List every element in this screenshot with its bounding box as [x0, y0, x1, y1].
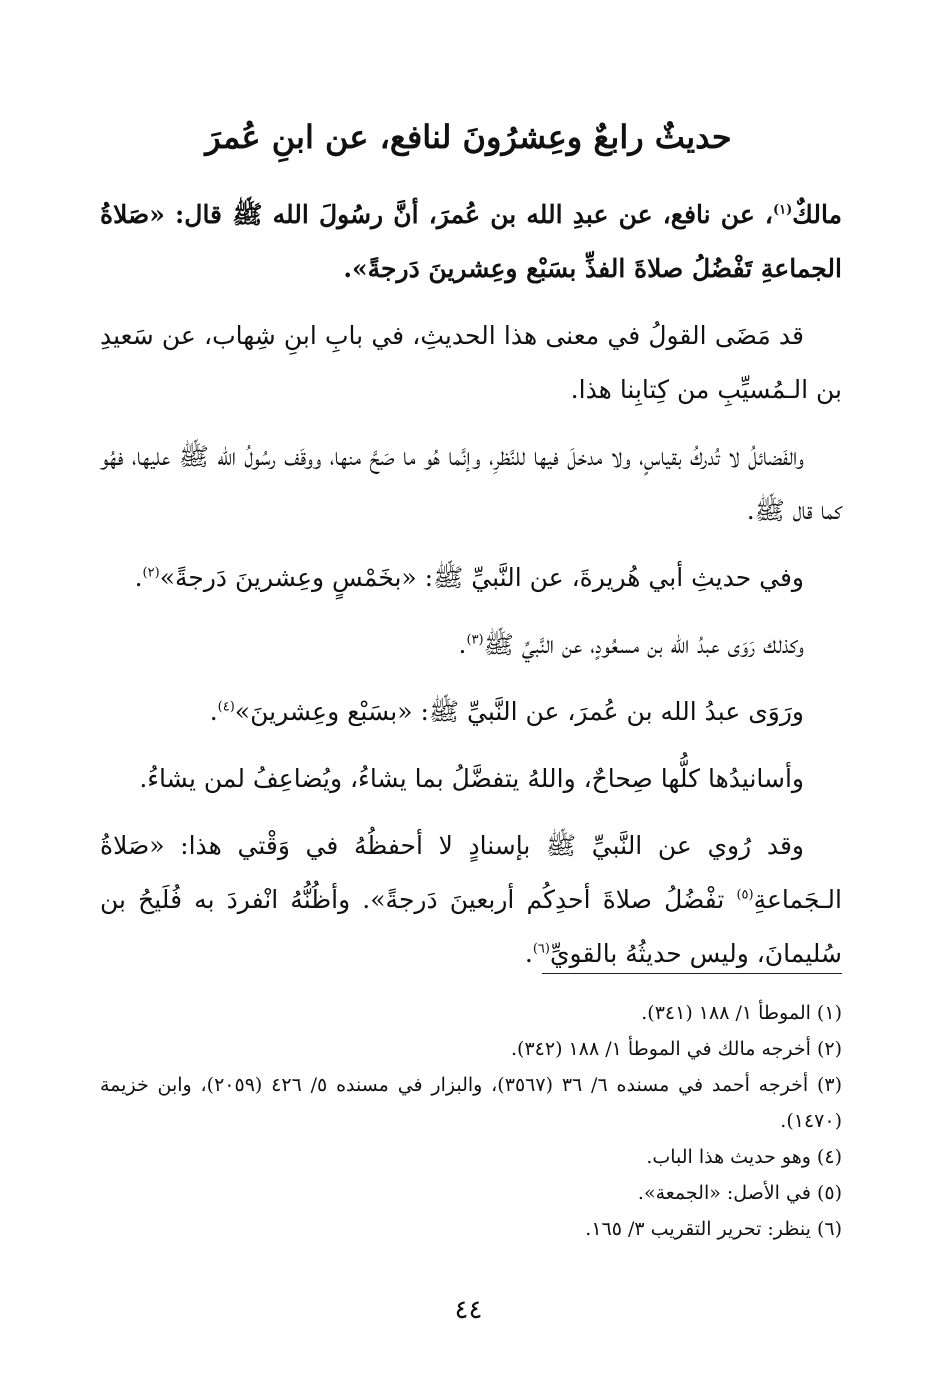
paragraph-text: .	[209, 697, 218, 726]
paragraph-text: ورَوَى عبدُ الله بن عُمرَ، عن النَّبيِّ ﷺ: «بسَبْع وعِشرينَ»	[234, 697, 804, 726]
footnote-item: (٢) أخرجه مالك في الموطأ ١/ ١٨٨ (٣٤٢).	[511, 1038, 842, 1060]
footnote-ref: (١)	[773, 202, 793, 218]
commentary-paragraph: قد مَضَى القولُ في معنى هذا الحديثِ، في بابِ ابنِ شِهاب، عن سَعيدِ بن الـمُسيِّبِ من كِتابِنا هذا.	[100, 321, 842, 404]
footnote-ref: (٥)	[736, 887, 754, 903]
paragraph-text: .	[458, 630, 467, 659]
paragraph-text: وفي حديثِ أبي هُريرةَ، عن النَّبيِّ ﷺ: «بخَمْسٍ وعِشرينَ دَرجةً»	[159, 563, 804, 592]
footnotes-list	[100, 995, 842, 1247]
paragraph-text: تفْضُلُ صلاةَ أحدِكُم أربعينَ دَرجةً». وأظُنُّهُ انْفردَ به فُلَيحُ بن سُليمانَ، وليس حديثُهُ بالقويِّ	[100, 885, 842, 968]
paragraph-text: وكذلك رَوَى عبدُ الله بن مسعُودٍ، عن النَّبيِّ ﷺ	[483, 630, 804, 659]
paragraph-text: .	[524, 939, 533, 968]
main-text	[100, 188, 842, 994]
commentary-paragraph	[100, 551, 842, 605]
footnote-item: (٥) في الأصل: «الجمعة».	[637, 1182, 842, 1204]
hadith-paragraph	[100, 188, 842, 296]
footnote-item: (٣) أخرجه أحمد في مسنده ٦/ ٣٦ (٣٥٦٧)، والبزار في مسنده ٥/ ٤٢٦ (٢٠٥٩)، وابن خزيمة (١٤٧٠).	[100, 1074, 842, 1132]
footnote-divider	[542, 973, 842, 974]
narration-text: ، عن نافع، عن عبدِ الله بن عُمرَ، أنَّ رسُولَ الله ﷺ قال: «صَلاةُ الجماعةِ تَفْضُلُ صلاةَ الفذِّ بسَبْع وعِشرينَ دَرجةً».	[100, 200, 842, 283]
narration-text: مالكٌ	[792, 200, 842, 229]
paragraph-text: وقد رُوي عن النَّبيِّ ﷺ بإسنادٍ لا أحفظُهُ في وَقْتي هذا: «صَلاةُ الـجَماعةِ	[100, 831, 842, 914]
commentary-paragraph	[100, 819, 842, 981]
hadith-title: حديثٌ رابعٌ وعِشرُونَ لنافع، عن ابنِ عُمرَ	[205, 118, 732, 156]
commentary-paragraph: والفَضائلُ لا تُدركُ بقياسٍ، ولا مدخلَ فيها للنَّظرِ، وإنَّما هُو ما صَحَّ منها، ووقَف رسُولُ الله ﷺ عليها، فهُو كما قال ﷺ.	[100, 442, 842, 525]
footnote-ref: (٢)	[142, 565, 160, 581]
footnote-ref: (٦)	[532, 941, 550, 957]
commentary-paragraph: وأسانيدُها كلُّها صِحاحٌ، واللهُ يتفضَّلُ بما يشاءُ، ويُضاعِفُ لمن يشاءُ.	[139, 764, 804, 793]
commentary-paragraph	[100, 685, 842, 739]
footnote-item: (٦) ينظر: تحرير التقريب ٣/ ١٦٥.	[585, 1218, 842, 1240]
footnote-item: (١) الموطأ ١/ ١٨٨ (٣٤١).	[641, 1002, 842, 1024]
page-number: ٤٤	[454, 1295, 483, 1325]
commentary-paragraph	[100, 618, 842, 672]
paragraph-text: .	[134, 563, 143, 592]
footnote-ref: (٣)	[466, 632, 484, 648]
footnote-ref: (٤)	[217, 699, 235, 715]
footnote-item: (٤) وهو حديث هذا الباب.	[646, 1146, 842, 1168]
